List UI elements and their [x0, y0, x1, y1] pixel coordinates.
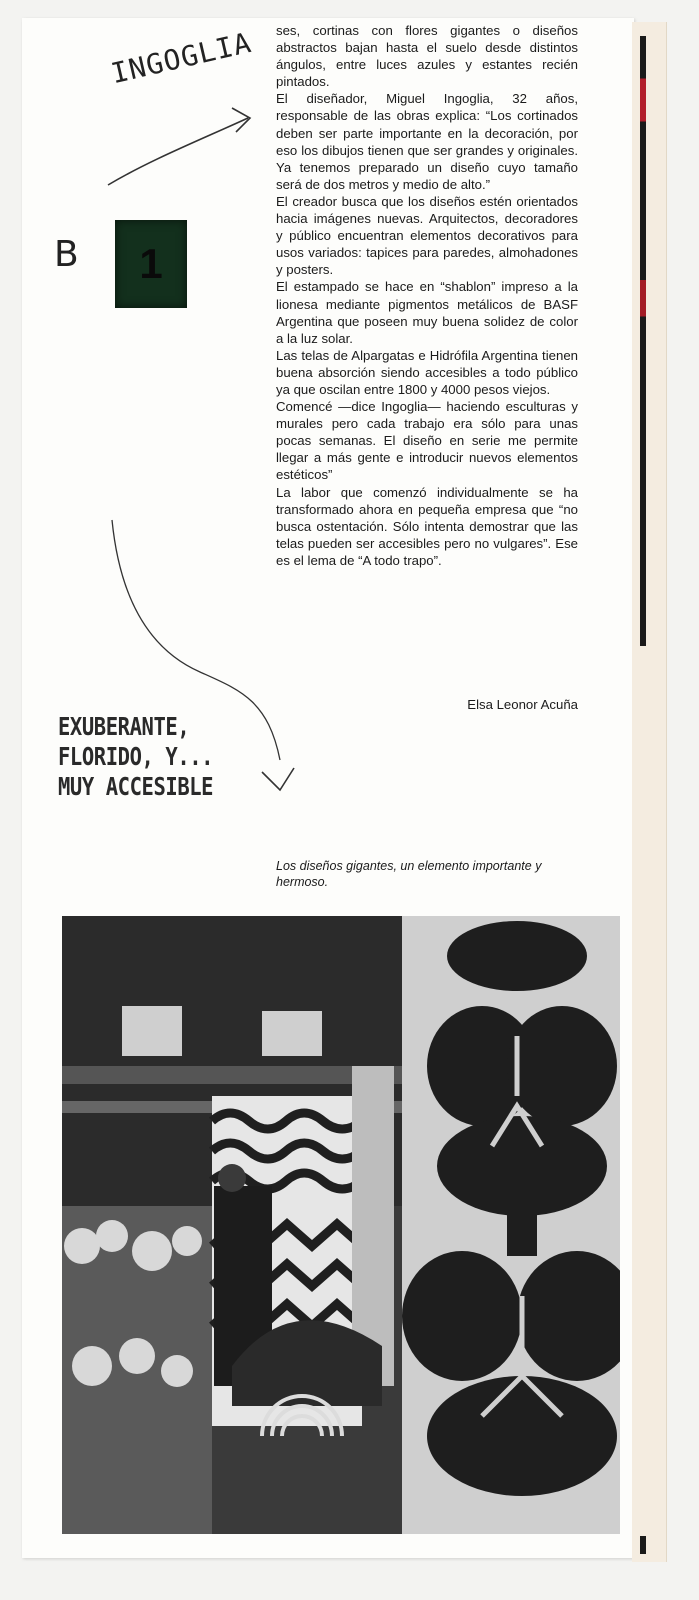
headline-line-1: EXUBERANTE, [58, 712, 190, 741]
article-body [276, 22, 578, 569]
handwritten-name-note: INGOGLIA [108, 25, 255, 91]
article-paragraph-2: El diseñador, Miguel Ingoglia, 32 años, responsable de las obras explica: “Los cortinados deben ser parte importante en la decoración, por eso los dibujos tienen que ser grandes y originales. Ya tenemos preparado un diseño cuyo tamaño será de dos metros y medio de alto.” [276, 91, 578, 192]
photo-caption: Los diseños gigantes, un elemento importante y hermoso. [276, 859, 542, 889]
article-paragraph-1: ses, cortinas con flores gigantes o diseños abstractos bajan hasta el suelo desde distintos ángulos, entre luces azules y estantes recién pintados. [276, 23, 578, 90]
handwritten-section-letter: B [54, 234, 79, 275]
article-paragraph-7: La labor que comenzó individualmente se ha transformado ahora en pequeña empresa que “no busca ostentación. Sólo intenta demostrar que las telas pueden ser accesibles pero no vulgares”. Ese es el lema de “A todo trapo”. [276, 484, 578, 568]
article-paragraph-6: Comencé —dice Ingoglia— haciendo esculturas y murales pero cada trabajo era sólo para unas pocas semanas. El diseño en serie me permite llegar a más gente e introducir nuevos elementos estéticos” [276, 399, 578, 483]
article-paragraph-3: El creador busca que los diseños estén orientados hacia imágenes nuevas. Arquitectos, decoradores y público encuentran elementos decorativos para usos variados: tapices para paredes, almohadones y posters. [276, 193, 578, 278]
index-tab-sticker: 1 [115, 220, 187, 308]
headline-line-2: FLORIDO, Y... [58, 742, 214, 771]
article-paragraph-4: El estampado se hace en “shablon” impreso a la lionesa mediante pigmentos metálicos de BASF Argentina que poseen muy buena solidez de color a la luz solar. [276, 279, 578, 346]
headline [58, 712, 238, 802]
article-paragraph-5: Las telas de Alpargatas e Hidrófila Argentina tienen buena absorción siendo accesibles a todo público ya que oscilan entre 1800 y 4000 pesos viejos. [276, 347, 578, 397]
headline-line-3: MUY ACCESIBLE [58, 772, 214, 801]
author-byline: Elsa Leonor Acuña [467, 697, 578, 712]
article-photo [62, 916, 620, 1534]
